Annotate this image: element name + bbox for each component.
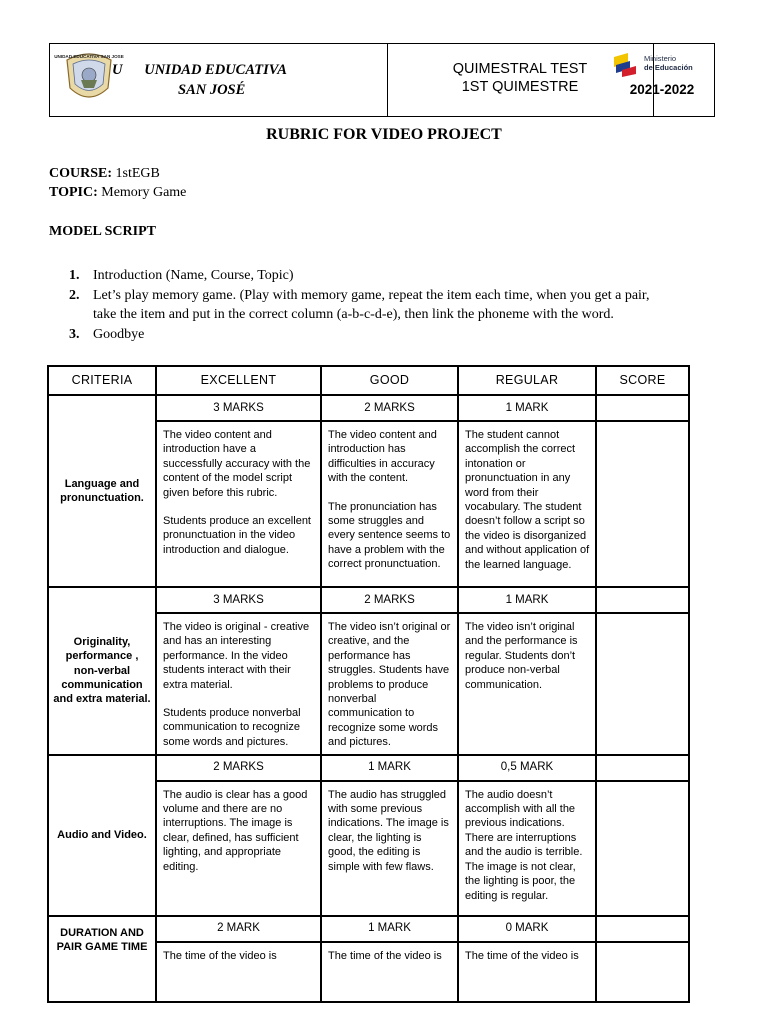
good-description [321,781,458,916]
rubric-marks-row [48,755,689,781]
marks-excellent: 2 MARK [156,916,321,942]
script-item-line: Let’s play memory game. (Play with memory game, repeat the item each time, when you get a pair, [93,288,650,303]
marks-regular: 0 MARK [458,916,596,942]
description-paragraph: The pronunciation has some struggles and every sentence seems to have a problem with the correct pronunctuation. [328,500,451,571]
script-item-number: 1. [69,268,80,283]
score-cell[interactable] [596,942,689,1002]
header-regular: REGULAR [458,366,596,395]
model-script-heading: MODEL SCRIPT [49,224,156,239]
good-description [321,613,458,755]
excellent-description [156,942,321,1002]
ministry-line1: Ministerio [644,54,677,63]
description-paragraph: The time of the video is [465,949,579,962]
rubric-marks-row [48,587,689,613]
school-name-line2: SAN JOSÉ [178,82,246,98]
marks-good: 1 MARK [321,916,458,942]
rubric-table [47,365,690,1003]
good-description [321,942,458,1002]
marks-excellent: 2 MARKS [156,755,321,781]
description-paragraph: The video isn’t original and the performance is regular. Students don’t produce non-verbal communication. [465,621,578,691]
header-school-cell [50,44,388,116]
description-paragraph: The video isn’t original or creative, and the performance has struggles. Students have problems to produce nonverbal communication to recognize some words and pictures. [328,621,451,749]
header-score: SCORE [596,366,689,395]
description-paragraph: Students produce nonverbal communication to recognize some words and pictures. [163,707,301,748]
school-year: 2021-2022 [629,82,695,97]
course-value: 1stEGB [115,166,160,181]
marks-excellent: 3 MARKS [156,395,321,421]
description-paragraph: The audio has struggled with some previous indications. The image is clear, the lighting is good, the editing is simple with few flaws. [328,788,449,873]
course-label: COURSE: [49,166,113,181]
page-title: RUBRIC FOR VIDEO PROJECT [266,126,502,143]
header-good: GOOD [321,366,458,395]
logo-arc-text: UNIDAD EDUCATIVA SAN JOSE [54,54,124,59]
header-excellent: EXCELLENT [156,366,321,395]
script-item-line: take the item and put in the correct column (a-b-c-d-e), then link the phoneme with the word. [93,307,614,322]
topic-line [49,185,186,201]
description-paragraph: Students produce an excellent pronunctuation in the video introduction and dialogue. [163,515,311,556]
description-paragraph: The time of the video is [163,949,277,962]
course-line [49,166,160,182]
marks-good: 1 MARK [321,755,458,781]
ministry-flag-icon [612,53,642,77]
test-subtitle: 1ST QUIMESTRE [461,79,579,95]
description-paragraph: The student cannot accomplish the correct intonation or pronunctuation in any word from their vocabulary. The student doesn’t follow a script so the video is disorganized and without application of the learned language. [465,429,590,571]
school-logo [54,50,124,108]
logo-letter: U [112,62,123,78]
score-cell[interactable] [596,395,689,421]
score-cell[interactable] [596,421,689,587]
description-paragraph: The video is original - creative and has an interesting performance. In the video students interact with their extra material. [163,621,310,691]
script-item-number: 2. [69,288,80,303]
regular-description [458,781,596,916]
topic-label: TOPIC: [49,185,98,200]
description-paragraph: The audio is clear has a good volume and there are no interruptions. The image is clear, defined, has sufficient lighting, and appropriate editing. [163,788,308,873]
regular-description [458,942,596,1002]
ministry-line2: de Educación [644,63,693,72]
rubric-header-row [48,366,689,395]
rubric-marks-row [48,395,689,421]
criteria-cell: DURATION AND PAIR GAME TIME [48,916,156,1002]
regular-description [458,421,596,587]
test-title: QUIMESTRAL TEST [452,61,588,77]
score-cell[interactable] [596,587,689,613]
script-item-text: Introduction (Name, Course, Topic) [93,268,294,283]
description-paragraph: The video content and introduction has difficulties in accuracy with the content. [328,429,437,485]
excellent-description [156,421,321,587]
score-cell[interactable] [596,781,689,916]
marks-excellent: 3 MARKS [156,587,321,613]
good-description [321,421,458,587]
marks-good: 2 MARKS [321,587,458,613]
score-cell[interactable] [596,613,689,755]
excellent-description [156,613,321,755]
criteria-cell: Originality, performance , non-verbal communication and extra material. [48,587,156,755]
description-paragraph: The time of the video is [328,949,442,962]
criteria-cell: Language and pronunctuation. [48,395,156,587]
description-paragraph: The video content and introduction have a successfully accuracy with the content of the model script given before this rubric. [163,429,311,499]
school-name-1: UNIDAD EDUCATIVA [144,62,287,78]
excellent-description [156,781,321,916]
score-cell[interactable] [596,916,689,942]
school-name-line1 [112,62,287,79]
marks-regular: 1 MARK [458,587,596,613]
topic-value: Memory Game [101,185,187,200]
ministry-logo [612,52,712,80]
marks-regular: 1 MARK [458,395,596,421]
regular-description [458,613,596,755]
rubric-marks-row [48,916,689,942]
marks-good: 2 MARKS [321,395,458,421]
score-cell[interactable] [596,755,689,781]
header-criteria: CRITERIA [48,366,156,395]
description-paragraph: The audio doesn’t accomplish with all the previous indications. There are interruptions and the audio is terrible. The image is not clear, the lighting is poor, the editing is regular. [465,788,583,902]
script-item-number: 3. [69,327,80,342]
script-item-text: Goodbye [93,327,145,342]
script-item-text [93,286,723,324]
criteria-cell: Audio and Video. [48,755,156,916]
marks-regular: 0,5 MARK [458,755,596,781]
